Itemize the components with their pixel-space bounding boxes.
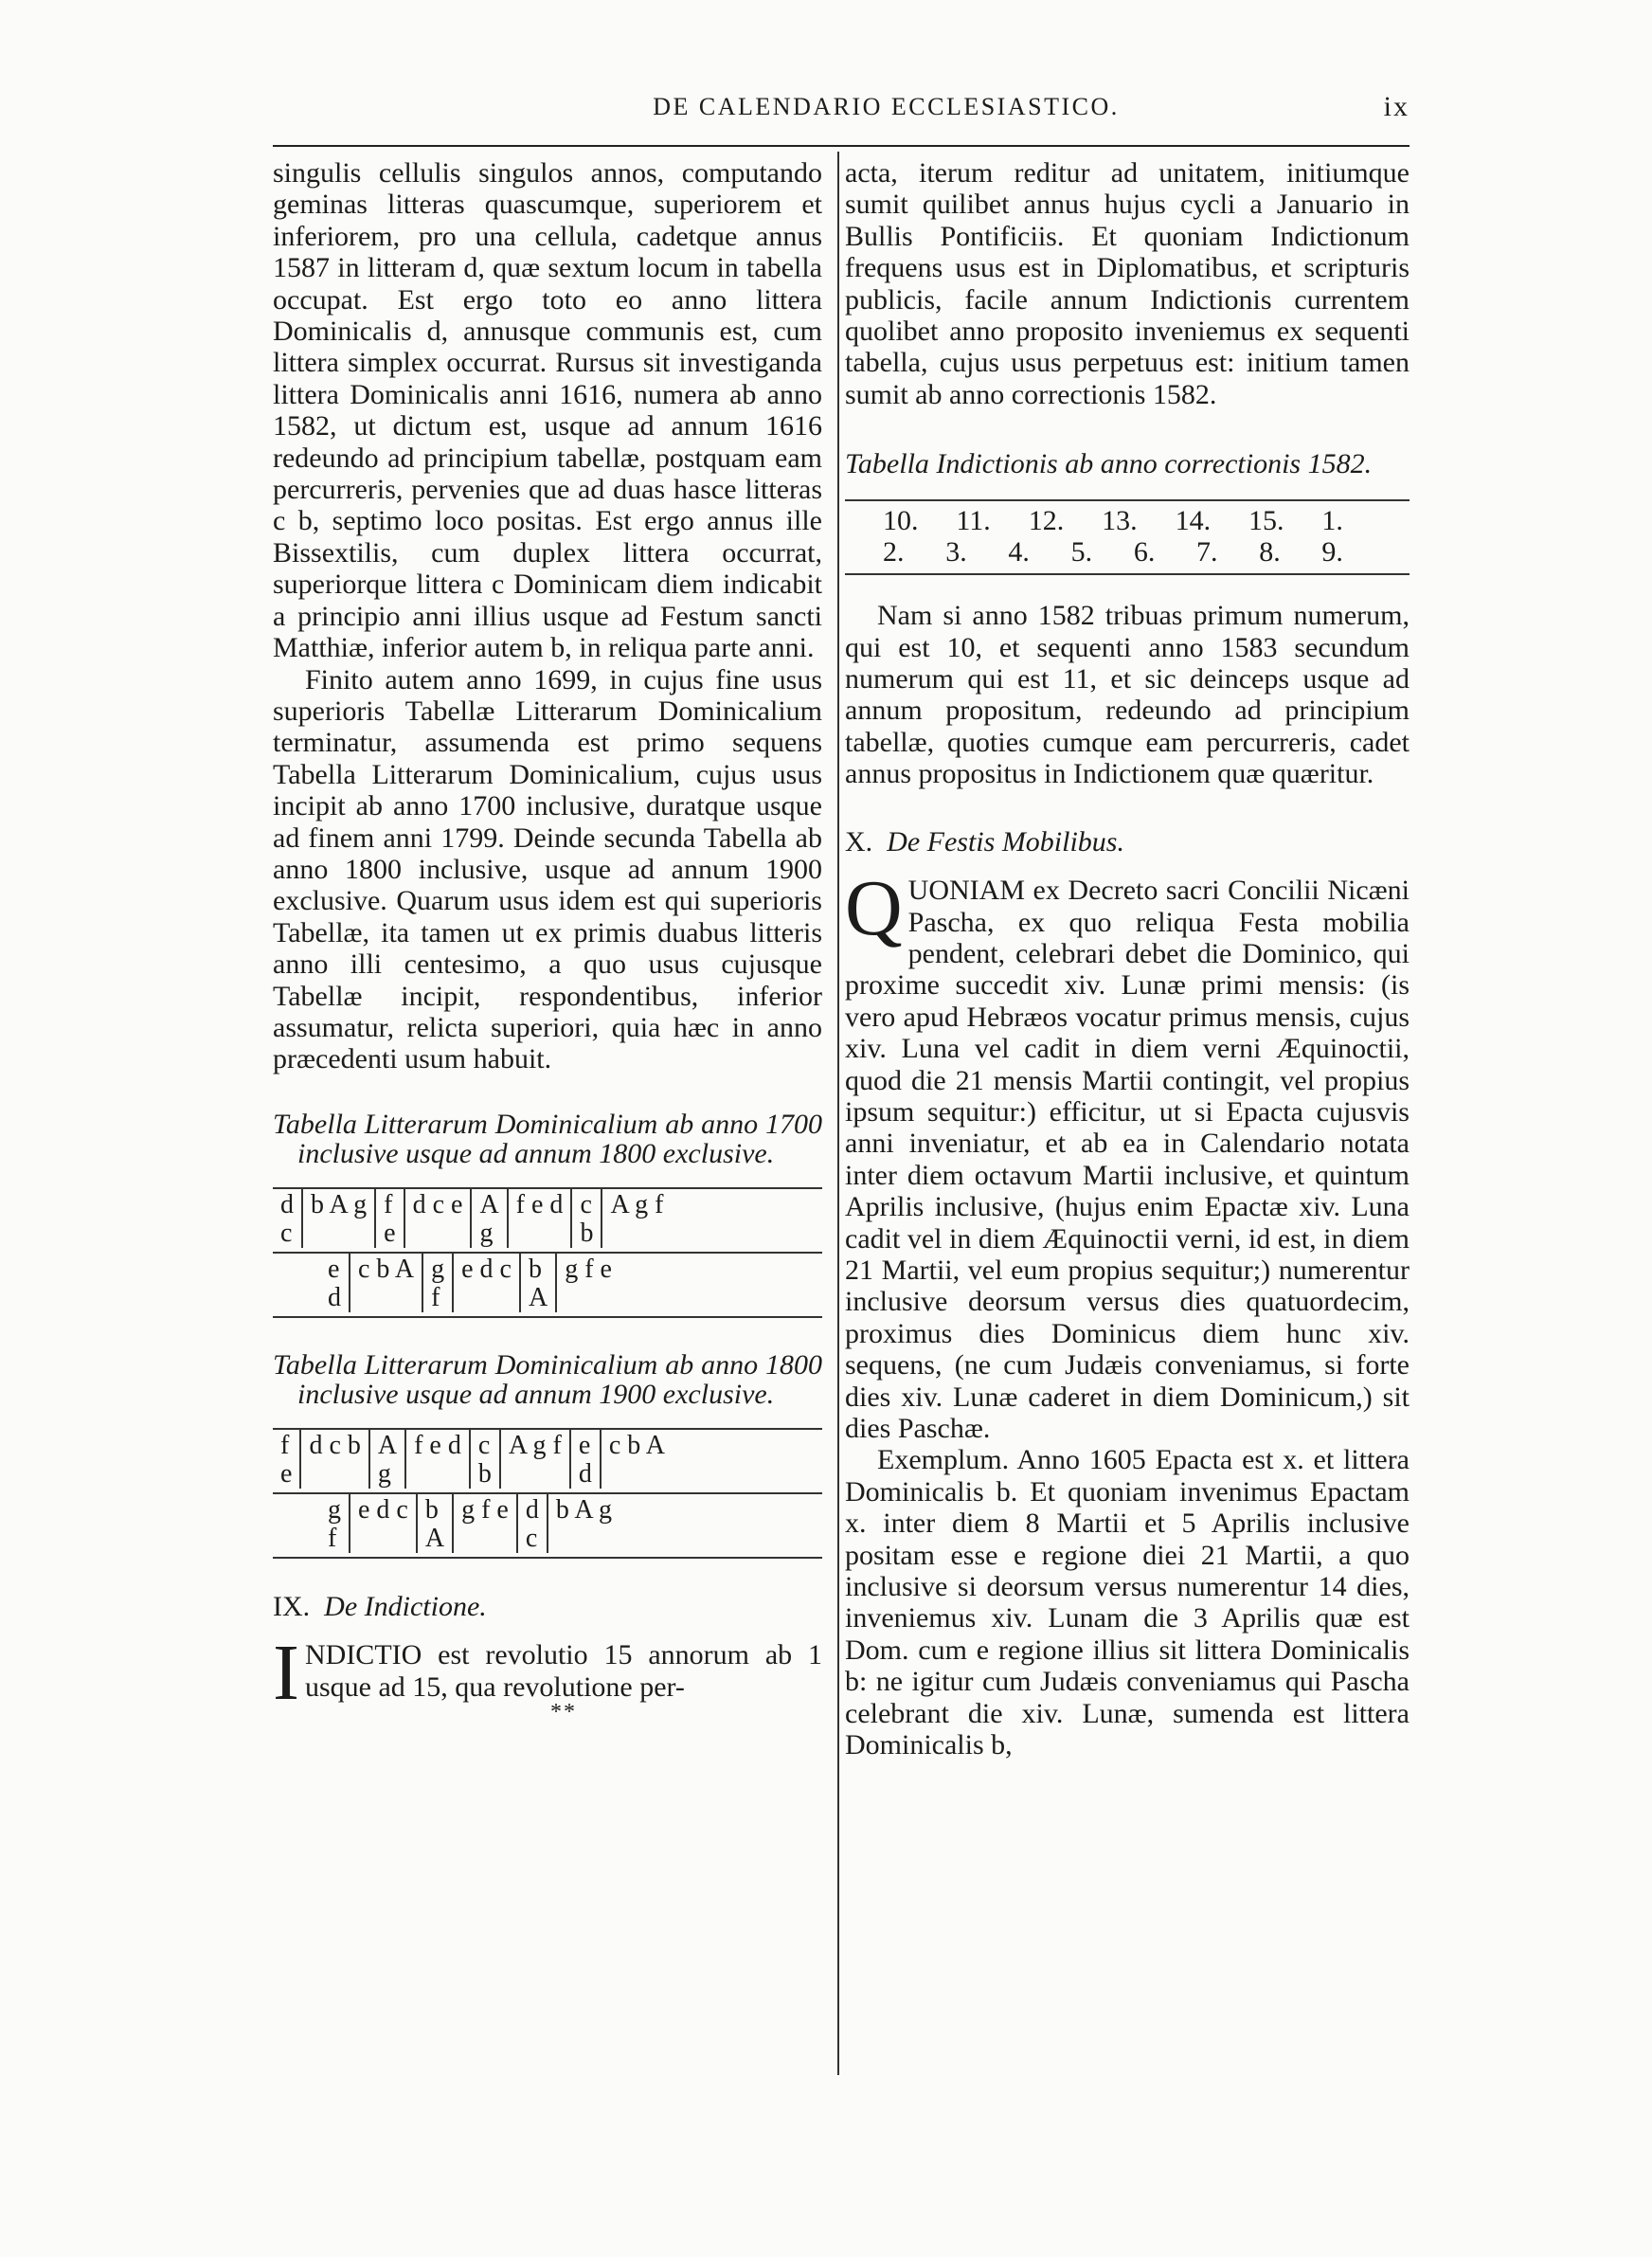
- upper-letter: d c e: [412, 1189, 463, 1219]
- upper-letter: d: [280, 1189, 294, 1219]
- lower-letter: [610, 1219, 663, 1248]
- upper-letter: A g f: [610, 1189, 664, 1219]
- section-x-number: X.: [845, 825, 873, 858]
- upper-letter: f: [280, 1430, 290, 1460]
- table-cell: [472, 1189, 508, 1248]
- indictio-text: NDICTIO est revolutio 15 annorum ab 1 usque ad 15, qua revolutione per-: [304, 1639, 822, 1703]
- upper-letter: d c b: [309, 1430, 361, 1460]
- lower-letter: b: [580, 1218, 594, 1248]
- lower-letter: b: [477, 1458, 492, 1489]
- lower-letter: d: [328, 1282, 341, 1312]
- indiction-number: 8.: [1259, 536, 1281, 569]
- right-paragraph-2: Nam si anno 1582 tribuas primum numerum, qui est 10, et sequenti anno 1583 secundum numerum qui est 11, et sic deinceps usque ad annum propositum, redeundo ad principium tabellæ, quoties cumque eam percurreris, cadet annus propositus in Indictionem quæ quæritur.: [845, 600, 1410, 790]
- upper-letter: b: [424, 1494, 439, 1525]
- section-x-heading: [845, 826, 1410, 858]
- table-cell: [471, 1430, 501, 1489]
- table-cell: [418, 1494, 454, 1553]
- lower-letter: c: [280, 1218, 293, 1248]
- table1-row-1: [273, 1189, 822, 1248]
- table-cell: [454, 1494, 518, 1553]
- table-cell: [405, 1189, 473, 1248]
- lower-letter: [358, 1525, 408, 1553]
- signature-mark: **: [549, 1700, 577, 1724]
- lower-letter: [509, 1460, 562, 1489]
- indiction-number: 9.: [1321, 536, 1343, 569]
- table-cell: [454, 1254, 521, 1312]
- drop-cap-q: Q: [845, 864, 903, 953]
- table-cell: [548, 1494, 620, 1553]
- upper-letter: g: [431, 1254, 445, 1284]
- lower-letter: c: [525, 1523, 538, 1553]
- table2-row-1: [273, 1430, 822, 1489]
- upper-letter: g f e: [461, 1494, 509, 1525]
- lower-letter: d: [578, 1458, 592, 1489]
- upper-letter: A: [479, 1189, 499, 1219]
- lower-letter: [413, 1219, 463, 1248]
- upper-letter: c: [580, 1189, 592, 1219]
- indiction-number: 3.: [945, 536, 967, 569]
- lower-letter: [461, 1525, 509, 1553]
- lower-letter: [309, 1460, 360, 1489]
- table-cell: [350, 1494, 418, 1553]
- indiction-number: 10.: [883, 505, 919, 537]
- upper-letter: b A g: [555, 1494, 612, 1525]
- upper-letter: A: [377, 1430, 398, 1460]
- page-number: ix: [1383, 91, 1410, 122]
- upper-letter: g: [328, 1494, 341, 1525]
- table2-row-2: [273, 1494, 822, 1553]
- drop-cap-i: I: [273, 1629, 299, 1718]
- table2-caption: Tabella Litterarum Dominicalium ab anno 1800 inclusive usque ad annum 1900 exclusive.: [273, 1348, 822, 1410]
- upper-letter: e: [328, 1254, 340, 1284]
- quoniam-text: UONIAM ex Decreto sacri Concilii Nicæni Pascha, ex quo reliqua Festa mobilia pendent, celebrari debet die Dominico, qui proxime succedit xiv. Lunæ primi mensis: (is vero apud Hebræos vocatur primus mensis, cujus xiv. Luna vel cadit in diem verni Æquinoctii, quod die 21 mensis Martii contingit, vel propius ipsum sequitur:) efficitur, ut si Epacta cujusvis anni inveniatur, et ab ea in Calendario notata inter diem octavum Martii inclusive, et quintum Aprilis inclusive, (hujus enim Epactæ xiv. Luna cadit vel in diem Æquinoctii verni, id est, in diem 21 Martii, vel eum propius sequitur;) numerentur inclusive deorsum versus dies quatuordecim, proximus dies Dominicus diem hunc xiv. sequens, (ne cum Judæis conveniamus, si forte dies xiv. Lunæ caderet in diem Dominicum,) sit dies Paschæ.: [845, 875, 1410, 1444]
- table-cell: [571, 1430, 602, 1489]
- section-ix-number: IX.: [273, 1590, 311, 1622]
- upper-letter: e d c: [358, 1494, 408, 1525]
- table-cell: [501, 1430, 571, 1489]
- upper-letter: f: [384, 1189, 393, 1219]
- indiction-number: 13.: [1102, 505, 1138, 537]
- table-cell: [602, 1430, 673, 1489]
- indiction-number: 14.: [1175, 505, 1212, 537]
- section-ix-title: De Indictione.: [324, 1590, 487, 1622]
- table1-caption: Tabella Litterarum Dominicalium ab anno 1700 inclusive usque ad annum 1800 exclusive.: [273, 1108, 822, 1169]
- lower-letter: f: [431, 1282, 440, 1312]
- right-paragraph-3: [845, 864, 1410, 1444]
- dominical-table-1700: [273, 1187, 822, 1318]
- upper-letter: e: [578, 1430, 591, 1460]
- indiction-number: 11.: [956, 505, 991, 537]
- table-cell: [320, 1254, 350, 1312]
- right-column: [845, 157, 1410, 1760]
- table-cell: [273, 1189, 303, 1248]
- table-cell: [518, 1494, 548, 1553]
- left-column: [273, 157, 822, 1722]
- lower-letter: e: [280, 1458, 293, 1489]
- table-cell: [273, 1430, 301, 1489]
- lower-letter: [461, 1284, 512, 1312]
- lower-letter: [556, 1525, 612, 1553]
- upper-letter: e d c: [461, 1254, 512, 1284]
- upper-letter: f e d: [515, 1189, 564, 1219]
- right-paragraph-1: acta, iterum reditur ad unitatem, initiumque sumit quilibet annus hujus cycli a Januario in Bullis Pontificiis. Et quoniam Indictionum frequens usus est in Diplomatibus, et scripturis publicis, facile annum Indictionis currentem quolibet anno proposito inveniemus ex sequenti tabella, cujus usus perpetuus est: initium tamen sumit ab anno correctionis 1582.: [845, 157, 1410, 410]
- indiction-number: 15.: [1248, 505, 1284, 537]
- lower-letter: [609, 1460, 665, 1489]
- indiction-number: 5.: [1070, 536, 1093, 569]
- lower-letter: A: [528, 1282, 548, 1312]
- upper-letter: f e d: [414, 1430, 461, 1460]
- header-rule: [273, 145, 1410, 147]
- table-rule: [845, 499, 1410, 501]
- indiction-number: 1.: [1321, 505, 1343, 537]
- lower-letter: f: [328, 1523, 337, 1553]
- table-cell: [376, 1189, 404, 1248]
- lower-letter: A: [424, 1523, 445, 1553]
- upper-letter: c: [477, 1430, 491, 1460]
- table-cell: [572, 1189, 602, 1248]
- lower-letter: [414, 1460, 461, 1489]
- indiction-number: 6.: [1133, 536, 1156, 569]
- table-cell: [370, 1430, 406, 1489]
- table-cell: [301, 1430, 369, 1489]
- table-cell: [350, 1254, 423, 1312]
- right-paragraph-4: Exemplum. Anno 1605 Epacta est x. et littera Dominicalis b. Et quoniam invenimus Epactam x. inter diem 8 Martii et 5 Aprilis inclusive positam esse e regione diei 21 Martii, a quo inclusive si deorsum versus numerentur 14 dies, inveniemus xiv. Lunam die 3 Aprilis quæ est Dom. cum e regione illius sit littera Dominicalis b: ne igitur cum Judæis conveniamus qui Pascha celebrant die xiv. Lunæ, sumenda est littera Dominicalis b,: [845, 1444, 1410, 1761]
- table-cell: [423, 1254, 454, 1312]
- lower-letter: g: [479, 1218, 494, 1248]
- table-cell: [406, 1430, 471, 1489]
- indiction-number: 2.: [883, 536, 905, 569]
- table1-row-2: [273, 1254, 822, 1312]
- indiction-row-2: [845, 536, 1410, 568]
- indiction-row-1: [845, 505, 1410, 536]
- upper-letter: d: [525, 1494, 539, 1525]
- upper-letter: b A g: [311, 1189, 368, 1219]
- section-ix-heading: [273, 1591, 822, 1622]
- upper-letter: c b A: [358, 1254, 415, 1284]
- section-x-title: De Festis Mobilibus.: [887, 825, 1124, 858]
- dominical-table-1800: [273, 1428, 822, 1559]
- running-header: [273, 93, 1410, 140]
- indiction-table-caption: Tabella Indictionis ab anno correctionis 1582.: [845, 448, 1373, 480]
- lower-letter: g: [377, 1458, 391, 1489]
- lower-letter: [358, 1284, 414, 1312]
- upper-letter: c b A: [608, 1430, 665, 1460]
- table-cell: [303, 1189, 376, 1248]
- table-cell: [557, 1254, 620, 1312]
- indictio-paragraph: [273, 1629, 822, 1718]
- indiction-number: 12.: [1028, 505, 1065, 537]
- lower-letter: [311, 1219, 367, 1248]
- running-title: DE CALENDARIO ECCLESIASTICO.: [653, 93, 1120, 120]
- upper-letter: A g f: [508, 1430, 562, 1460]
- table-cell: [521, 1254, 557, 1312]
- indiction-number: 7.: [1196, 536, 1218, 569]
- left-paragraph-1: singulis cellulis singulos annos, computando geminas litteras quascumque, superiorem et inferiorem, pro una cellula, cadetque annus 1587 in litteram d, quæ sextum locum in tabella occupat. Est ergo toto eo anno littera Dominicalis d, annusque communis est, cum littera simplex occurrat. Rursus sit investiganda littera Dominicalis anni 1616, numera ab anno 1582, ut dictum est, usque ad annum 1616 redeundo ad principium tabellæ, postquam eam percurreris, pervenies que ad duas hasce litteras c b, septimo loco positas. Est ergo annus ille Bissextilis, cum duplex littera occurrat, superiorque littera c Dominicam diem indicabit a principio anni illius usque ad Festum sancti Matthiæ, inferior autem b, in reliqua parte anni.: [273, 157, 822, 664]
- left-paragraph-2: Finito autem anno 1699, in cujus fine usus superioris Tabellæ Litterarum Dominicalium terminatur, assumenda est primo sequens Tabella Litterarum Dominicalium, cujus usus incipit ab anno 1700 inclusive, duratque usque ad finem anni 1799. Deinde secunda Tabella ab anno 1800 inclusive, usque ad annum 1900 exclusive. Quarum usus idem est qui superioris Tabellæ, ita tamen ut ex primis duabus litteris anno illi centesimo, a quo usus cujusque Tabellæ incipit, respondentibus, inferior assumatur, relicta superiori, quia hæc in anno præcedenti usum habuit.: [273, 663, 822, 1075]
- upper-letter: b: [528, 1254, 542, 1284]
- indiction-number: 4.: [1008, 536, 1030, 569]
- indiction-table: [845, 499, 1410, 575]
- column-divider: [837, 152, 839, 2075]
- lower-letter: e: [384, 1218, 396, 1248]
- table-cell: [320, 1494, 350, 1553]
- table-cell: [509, 1189, 573, 1248]
- lower-letter: [516, 1219, 564, 1248]
- upper-letter: g f e: [565, 1254, 612, 1284]
- table-cell: [602, 1189, 671, 1248]
- lower-letter: [565, 1284, 612, 1312]
